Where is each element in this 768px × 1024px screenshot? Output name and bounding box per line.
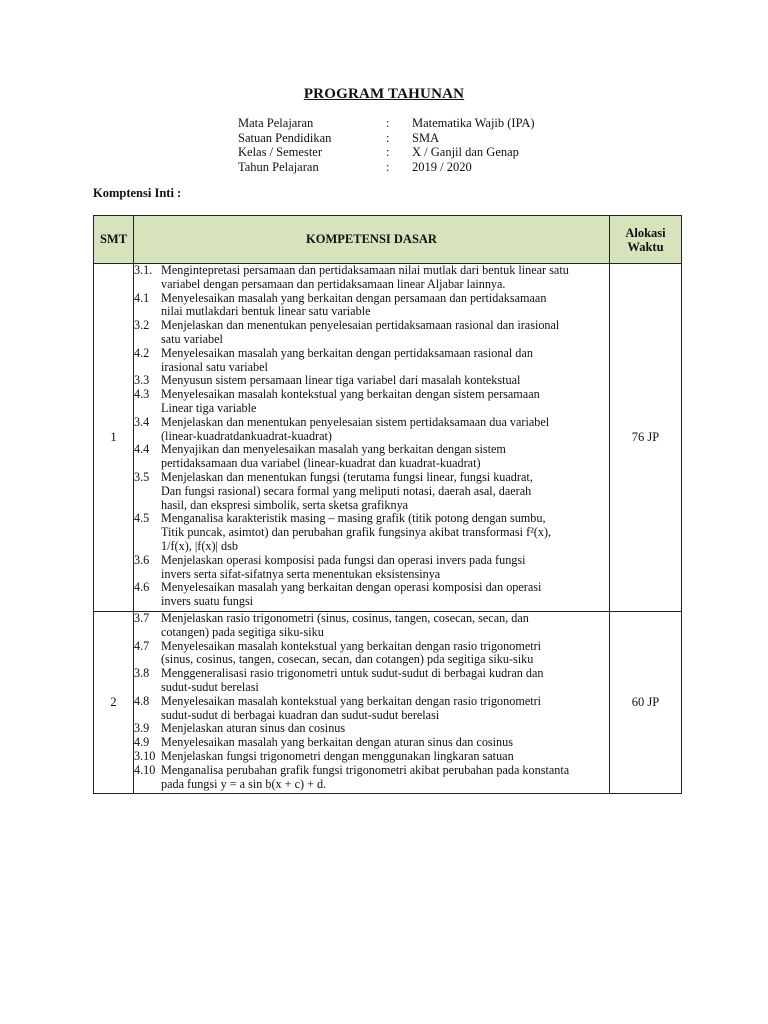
alokasi-cell: 76 JP bbox=[610, 264, 682, 612]
kompetensi-item bbox=[134, 264, 609, 292]
meta-separator: : bbox=[386, 145, 390, 159]
meta-value: 2019 / 2020 bbox=[412, 159, 472, 174]
alokasi-cell: 60 JP bbox=[610, 612, 682, 794]
document-meta bbox=[238, 116, 612, 174]
kompetensi-text: Menjelaskan fungsi trigonometri dengan menggunakan lingkaran satuan bbox=[161, 748, 514, 763]
kompetensi-text: Menjelaskan aturan sinus dan cosinus bbox=[161, 721, 346, 736]
meta-row bbox=[238, 131, 612, 146]
kompetensi-number: 4.5 bbox=[134, 511, 150, 526]
section-label: Komptensi Inti : bbox=[93, 186, 182, 200]
kompetensi-text: Menggeneralisasi rasio trigonometri untuk sudut-sudut di berbagai kudran dan sudut-sudut berelasi bbox=[161, 666, 544, 694]
kompetensi-text: Menyusun sistem persamaan linear tiga variabel dari masalah kontekstual bbox=[161, 373, 521, 388]
kompetensi-number: 4.4 bbox=[134, 442, 150, 457]
header-alokasi-waktu: Alokasi Waktu bbox=[610, 216, 682, 264]
kompetensi-number: 3.10 bbox=[134, 748, 156, 763]
kompetensi-item bbox=[134, 347, 609, 375]
kompetensi-text: Menyelesaikan masalah kontekstual yang berkaitan dengan rasio trigonometri sudut-sudut di berbagai kuadran dan sudut-sudut berelasi bbox=[161, 693, 542, 722]
kompetensi-number: 3.8 bbox=[134, 666, 150, 681]
kompetensi-item bbox=[134, 416, 609, 444]
kompetensi-text: Menjelaskan rasio trigonometri (sinus, cosinus, tangen, cosecan, secan, dan cotangen) pada segitiga siku-siku bbox=[161, 611, 529, 639]
meta-row bbox=[238, 160, 612, 175]
kompetensi-number: 4.8 bbox=[134, 693, 150, 708]
kompetensi-number: 3.9 bbox=[134, 721, 150, 736]
meta-value: Matematika Wajib (IPA) bbox=[412, 116, 535, 130]
kompetensi-text: Menganalisa perubahan grafik fungsi trigonometri akibat perubahan pada konstanta pada fungsi y = a sin b(x + c) + d. bbox=[161, 762, 570, 791]
kompetensi-text: Menyajikan dan menyelesaikan masalah yang berkaitan dengan sistem pertidaksamaan dua variabel (linear-kuadrat dan kuadrat-kuadrat) bbox=[161, 442, 506, 471]
meta-label: Kelas / Semester bbox=[238, 145, 323, 159]
meta-label: Satuan Pendidikan bbox=[238, 130, 332, 145]
table-row bbox=[94, 612, 682, 794]
kompetensi-item bbox=[134, 292, 609, 320]
kompetensi-text: Mengintepretasi persamaan dan pertidaksamaan nilai mutlak dari bentuk linear satu variabel dengan persamaan dan pertidaksamaan linear Aljabar lainnya. bbox=[161, 263, 569, 291]
kompetensi-text: Menyelesaikan masalah kontekstual yang berkaitan dengan rasio trigonometri (sinus, cosinus, tangen, cosecan, secan, dan cotangen) pda segitiga siku-siku bbox=[161, 638, 542, 667]
kompetensi-text: Menjelaskan dan menentukan penyelesaian sistem pertidaksamaan dua variabel (linear-kuadratdankuadrat-kuadrat) bbox=[161, 414, 550, 443]
header-kompetensi-dasar: KOMPETENSI DASAR bbox=[134, 216, 610, 264]
kompetensi-item bbox=[134, 722, 609, 736]
kompetensi-text: Menyelesaikan masalah yang berkaitan dengan operasi komposisi dan operasi invers suatu fungsi bbox=[161, 580, 542, 609]
kompetensi-number: 4.10 bbox=[134, 762, 156, 777]
kompetensi-list bbox=[134, 612, 610, 794]
kompetensi-text: Menyelesaikan masalah yang berkaitan dengan persamaan dan pertidaksamaan nilai mutlakdari bentuk linear satu variable bbox=[161, 290, 547, 319]
kompetensi-text: Menjelaskan dan menentukan penyelesaian pertidaksamaan rasional dan irasional satu variabel bbox=[161, 318, 560, 346]
kompetensi-number: 3.6 bbox=[134, 552, 150, 567]
meta-value: SMA bbox=[412, 130, 440, 145]
kompetensi-number: 3.4 bbox=[134, 414, 150, 429]
kompetensi-item bbox=[134, 750, 609, 764]
semester-cell: 2 bbox=[94, 612, 134, 794]
document-title: PROGRAM TAHUNAN bbox=[303, 86, 465, 102]
kompetensi-text: Menyelesaikan masalah yang berkaitan dengan aturan sinus dan cosinus bbox=[161, 735, 513, 750]
kompetensi-item bbox=[134, 581, 609, 609]
meta-value: X / Ganjil dan Genap bbox=[412, 145, 519, 159]
kompetensi-text: Menyelesaikan masalah yang berkaitan dengan pertidaksamaan rasional dan irasional satu variabel bbox=[161, 345, 533, 374]
kompetensi-item bbox=[134, 736, 609, 750]
kompetensi-number: 4.3 bbox=[134, 387, 150, 402]
kompetensi-number: 4.1 bbox=[134, 290, 150, 305]
meta-separator: : bbox=[386, 116, 390, 130]
kompetensi-number: 3.3 bbox=[134, 373, 150, 388]
kompetensi-number: 4.2 bbox=[134, 345, 150, 360]
kompetensi-item bbox=[134, 374, 609, 388]
kompetensi-item bbox=[134, 612, 609, 640]
meta-row bbox=[238, 145, 612, 160]
kompetensi-number: 4.6 bbox=[134, 580, 150, 595]
kompetensi-number: 3.2 bbox=[134, 318, 150, 333]
kompetensi-item bbox=[134, 388, 609, 416]
kompetensi-item bbox=[134, 640, 609, 668]
kompetensi-item bbox=[134, 764, 609, 792]
kompetensi-item bbox=[134, 471, 609, 512]
kompetensi-item bbox=[134, 554, 609, 582]
kompetensi-table bbox=[93, 215, 682, 794]
kompetensi-text: Menyelesaikan masalah kontekstual yang berkaitan dengan sistem persamaan Linear tiga variable bbox=[161, 387, 540, 415]
meta-separator: : bbox=[386, 130, 390, 145]
table-header-row bbox=[94, 216, 682, 264]
header-smt: SMT bbox=[94, 216, 134, 264]
table-row bbox=[94, 264, 682, 612]
kompetensi-item bbox=[134, 512, 609, 553]
kompetensi-number: 4.9 bbox=[134, 735, 150, 750]
kompetensi-text: Menganalisa karakteristik masing – masing grafik (titik potong dengan sumbu, Titik puncak, asimtot) dan perubahan grafik fungsinya akibat transformasi f²(x), 1/f(x), |f(x)| dsb bbox=[161, 511, 552, 553]
kompetensi-item bbox=[134, 695, 609, 723]
kompetensi-item bbox=[134, 319, 609, 347]
kompetensi-number: 3.5 bbox=[134, 469, 150, 484]
kompetensi-item bbox=[134, 667, 609, 695]
meta-separator: : bbox=[386, 159, 390, 174]
kompetensi-text: Menjelaskan dan menentukan fungsi (terutama fungsi linear, fungsi kuadrat, Dan fungsi rasional) secara formal yang meliputi notasi, daerah asal, daerah hasil, dan ekspresi simbolik, serta sketsa grafiknya bbox=[161, 469, 533, 512]
meta-label: Mata Pelajaran bbox=[238, 116, 314, 130]
kompetensi-number: 3.1. bbox=[134, 263, 153, 277]
semester-cell: 1 bbox=[94, 264, 134, 612]
kompetensi-number: 3.7 bbox=[134, 611, 150, 625]
kompetensi-number: 4.7 bbox=[134, 638, 150, 653]
kompetensi-item bbox=[134, 443, 609, 471]
kompetensi-list bbox=[134, 264, 610, 612]
meta-label: Tahun Pelajaran bbox=[238, 159, 319, 174]
kompetensi-text: Menjelaskan operasi komposisi pada fungsi dan operasi invers pada fungsi invers serta sifat-sifatnya serta menentukan eksistensinya bbox=[161, 552, 526, 581]
meta-row bbox=[238, 116, 612, 131]
